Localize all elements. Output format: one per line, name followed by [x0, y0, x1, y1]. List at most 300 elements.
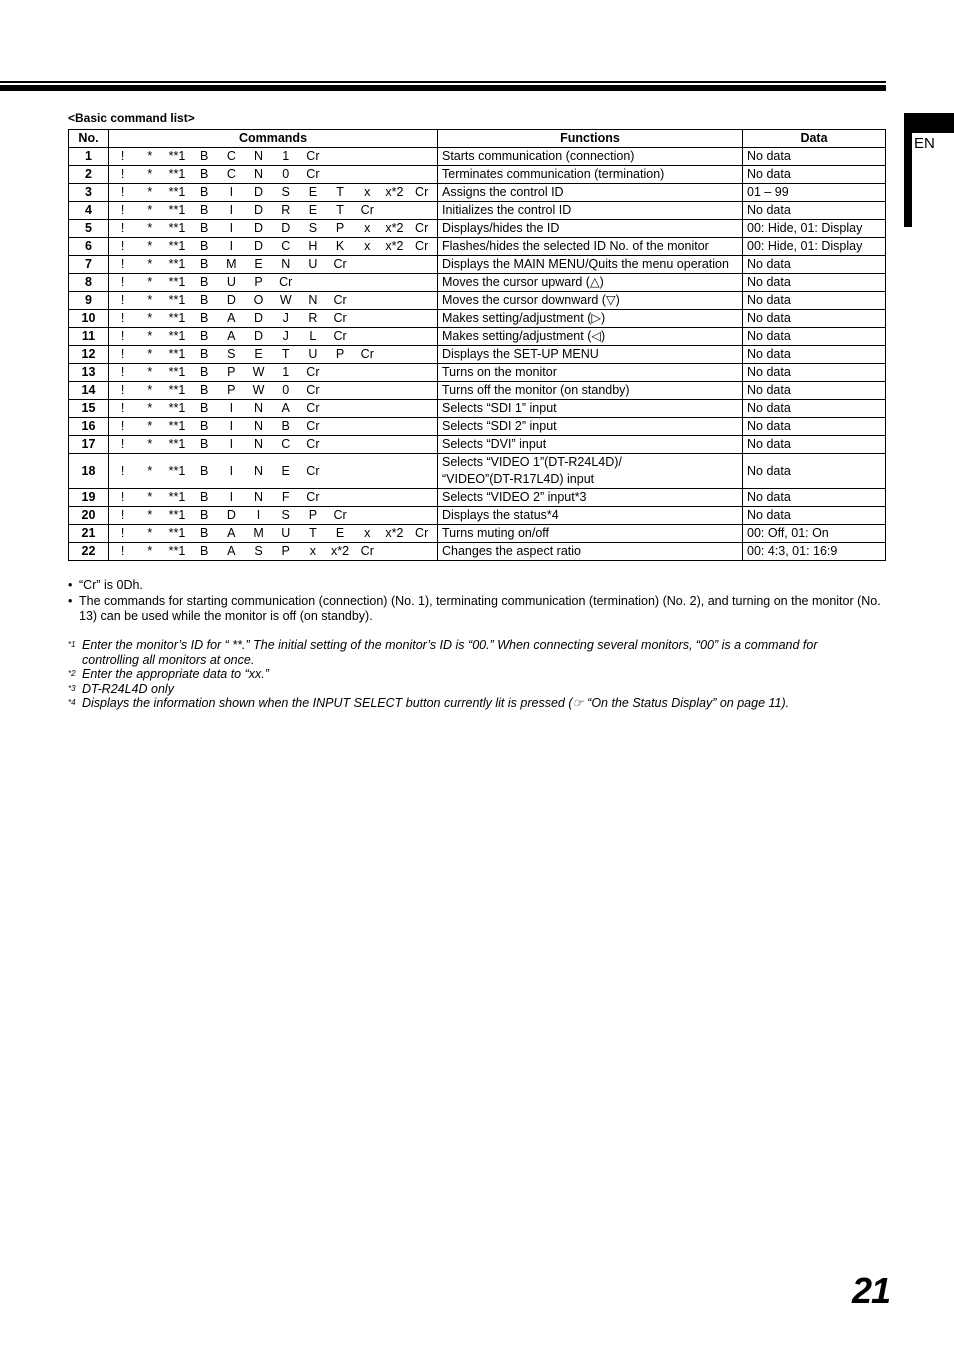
table-row — [69, 148, 886, 166]
data-cell: No data — [743, 292, 886, 310]
command-token: Cr — [306, 401, 320, 415]
command-token: ! — [120, 221, 125, 235]
command-token: B — [199, 383, 209, 397]
command-token: **1 — [168, 508, 186, 522]
header-rule-thick — [0, 85, 886, 91]
command-token: 0 — [282, 167, 290, 181]
command-token: ! — [120, 401, 125, 415]
command-token: * — [147, 149, 153, 163]
footnote-text: Displays the information shown when the INPUT SELECT button currently lit is pressed (☞ “On the Status Display” on page 11). — [82, 696, 790, 710]
command-token: B — [199, 275, 209, 289]
table-row — [69, 238, 886, 256]
command-token: ! — [120, 203, 125, 217]
row-number: 11 — [69, 328, 109, 346]
command-token: B — [199, 508, 209, 522]
data-cell: No data — [743, 346, 886, 364]
function-cell: Selects “VIDEO 2” input*3 — [438, 489, 743, 507]
row-number: 5 — [69, 220, 109, 238]
command-cell — [109, 382, 438, 400]
command-token: ! — [120, 293, 125, 307]
row-number: 6 — [69, 238, 109, 256]
command-token: **1 — [168, 293, 186, 307]
command-token: ! — [120, 490, 125, 504]
command-token: * — [147, 401, 153, 415]
command-token: W — [252, 365, 265, 379]
command-token: ! — [120, 275, 125, 289]
row-number: 16 — [69, 418, 109, 436]
command-token: Cr — [415, 221, 429, 235]
command-token: N — [254, 401, 264, 415]
command-token: S — [281, 508, 290, 522]
command-token: S — [308, 221, 318, 235]
command-token: K — [335, 239, 345, 253]
row-number: 13 — [69, 364, 109, 382]
command-token: D — [226, 508, 236, 522]
command-token: B — [199, 185, 209, 199]
row-number: 10 — [69, 310, 109, 328]
data-cell: No data — [743, 400, 886, 418]
row-number: 20 — [69, 507, 109, 525]
command-token: C — [226, 149, 236, 163]
command-token: Cr — [333, 293, 347, 307]
command-token: Cr — [306, 383, 320, 397]
table-row — [69, 525, 886, 543]
command-token: T — [336, 203, 344, 217]
command-token: M — [253, 526, 264, 540]
command-cell — [109, 543, 438, 561]
command-token: * — [147, 490, 153, 504]
command-token: ! — [120, 437, 125, 451]
data-cell: No data — [743, 489, 886, 507]
command-token: I — [229, 203, 234, 217]
command-token: * — [147, 185, 153, 199]
command-token: x — [309, 544, 317, 558]
command-token: H — [308, 239, 318, 253]
row-number: 8 — [69, 274, 109, 292]
table-row — [69, 454, 886, 489]
command-token: A — [227, 544, 236, 558]
command-token: **1 — [168, 401, 186, 415]
function-cell: Selects “SDI 1” input — [438, 400, 743, 418]
command-token: * — [147, 257, 153, 271]
command-token: B — [199, 329, 209, 343]
command-cell — [109, 346, 438, 364]
function-cell: Displays/hides the ID — [438, 220, 743, 238]
command-token: * — [147, 526, 153, 540]
command-token: C — [281, 239, 291, 253]
command-token: * — [147, 463, 153, 478]
command-token: ! — [120, 257, 125, 271]
table-row — [69, 328, 886, 346]
col-header-functions: Functions — [438, 130, 743, 148]
command-token: T — [309, 526, 317, 540]
footnotes — [68, 638, 868, 711]
command-token: L — [309, 329, 317, 343]
command-token: E — [254, 257, 263, 271]
command-token: N — [254, 463, 264, 478]
command-token: D — [281, 221, 291, 235]
command-token: B — [199, 526, 209, 540]
data-cell: No data — [743, 256, 886, 274]
command-token: **1 — [168, 463, 186, 478]
header-rule-thin — [0, 81, 886, 83]
table-row — [69, 184, 886, 202]
function-cell: Changes the aspect ratio — [438, 543, 743, 561]
function-cell: Starts communication (connection) — [438, 148, 743, 166]
command-token: C — [226, 167, 236, 181]
command-token: N — [254, 149, 264, 163]
command-token: Cr — [333, 508, 347, 522]
row-number: 2 — [69, 166, 109, 184]
command-token: B — [199, 311, 209, 325]
command-token: * — [147, 203, 153, 217]
command-token: D — [254, 185, 264, 199]
command-token: N — [254, 419, 264, 433]
command-token: O — [253, 293, 264, 307]
command-token: x — [364, 239, 371, 253]
command-token: **1 — [168, 275, 186, 289]
command-token: S — [281, 185, 290, 199]
command-token: P — [281, 544, 290, 558]
command-cell — [109, 364, 438, 382]
command-cell — [109, 418, 438, 436]
footnote — [68, 682, 868, 697]
command-token: * — [147, 329, 153, 343]
command-token: **1 — [168, 383, 186, 397]
table-row — [69, 220, 886, 238]
command-token: **1 — [168, 185, 186, 199]
command-token: **1 — [168, 149, 186, 163]
command-token: * — [147, 544, 153, 558]
command-token: U — [281, 526, 291, 540]
row-number: 7 — [69, 256, 109, 274]
row-number: 1 — [69, 148, 109, 166]
command-token: J — [282, 329, 289, 343]
command-cell — [109, 507, 438, 525]
command-table-body — [69, 148, 886, 561]
command-token: Cr — [279, 275, 293, 289]
command-cell — [109, 454, 438, 489]
command-token: * — [147, 275, 153, 289]
command-token: D — [254, 329, 264, 343]
table-row — [69, 489, 886, 507]
command-token: ! — [120, 239, 125, 253]
command-token: P — [308, 508, 318, 522]
data-cell: No data — [743, 202, 886, 220]
command-token: * — [147, 347, 153, 361]
command-token: Cr — [306, 463, 320, 478]
command-token: * — [147, 221, 153, 235]
command-token: E — [281, 463, 290, 478]
command-token: Cr — [333, 311, 347, 325]
function-cell: Displays the SET-UP MENU — [438, 346, 743, 364]
function-cell: Terminates communication (termination) — [438, 166, 743, 184]
command-token: T — [281, 347, 290, 361]
data-cell: 00: Hide, 01: Display — [743, 220, 886, 238]
col-header-commands: Commands — [109, 130, 438, 148]
command-token: * — [147, 293, 153, 307]
row-number: 22 — [69, 543, 109, 561]
command-token: **1 — [168, 221, 186, 235]
command-token: **1 — [168, 239, 186, 253]
data-cell: 01 – 99 — [743, 184, 886, 202]
command-token: B — [199, 419, 209, 433]
function-cell: Turns muting on/off — [438, 525, 743, 543]
footnote-text: DT-R24L4D only — [82, 681, 174, 696]
data-cell: No data — [743, 436, 886, 454]
command-token: I — [229, 419, 234, 433]
command-token: P — [227, 365, 236, 379]
command-token: **1 — [168, 257, 186, 271]
command-token: **1 — [168, 419, 186, 433]
command-token: ! — [120, 185, 125, 199]
command-token: T — [336, 185, 344, 199]
command-token: B — [281, 419, 290, 433]
command-token: B — [199, 239, 209, 253]
command-token: A — [227, 311, 236, 325]
command-token: U — [308, 347, 318, 361]
command-token: Cr — [415, 239, 429, 253]
command-token: P — [254, 275, 263, 289]
col-header-data: Data — [743, 130, 886, 148]
row-number: 15 — [69, 400, 109, 418]
footnote-text: Enter the appropriate data to “xx.” — [82, 667, 269, 681]
command-token: **1 — [168, 311, 186, 325]
footnote-mark: *4 — [68, 698, 76, 707]
row-number: 19 — [69, 489, 109, 507]
command-token: R — [308, 311, 318, 325]
data-cell: No data — [743, 454, 886, 489]
command-token: I — [229, 221, 234, 235]
command-token: B — [199, 167, 209, 181]
table-row — [69, 543, 886, 561]
command-token: * — [147, 365, 153, 379]
command-token: ! — [120, 526, 125, 540]
footnote-mark: *2 — [68, 669, 76, 678]
command-token: I — [229, 401, 234, 415]
data-cell: 00: Hide, 01: Display — [743, 238, 886, 256]
data-cell: 00: Off, 01: On — [743, 525, 886, 543]
command-token: B — [199, 365, 209, 379]
command-token: x*2 — [385, 239, 404, 253]
command-token: ! — [120, 544, 125, 558]
command-token: S — [254, 544, 263, 558]
col-header-no: No. — [69, 130, 109, 148]
footnote-text: Enter the monitor’s ID for “ **.” The initial setting of the monitor’s ID is “00.” When connecting several monitors, “00” is a command for controlling all monitors at once. — [82, 638, 818, 667]
command-token: x*2 — [331, 544, 350, 558]
function-cell: Makes setting/adjustment (◁) — [438, 328, 743, 346]
command-token: A — [227, 329, 236, 343]
command-token: A — [227, 526, 236, 540]
footnote — [68, 667, 868, 682]
data-cell: No data — [743, 148, 886, 166]
data-cell: 00: 4:3, 01: 16:9 — [743, 543, 886, 561]
notes — [68, 578, 886, 625]
command-token: B — [199, 490, 209, 504]
command-cell — [109, 202, 438, 220]
command-token: E — [308, 203, 318, 217]
command-token: B — [199, 293, 209, 307]
command-token: 1 — [282, 365, 290, 379]
table-header-row — [69, 130, 886, 148]
command-token: x*2 — [385, 185, 404, 199]
row-number: 4 — [69, 202, 109, 220]
data-cell: No data — [743, 310, 886, 328]
command-token: F — [281, 490, 290, 504]
command-token: ! — [120, 311, 125, 325]
row-number: 9 — [69, 292, 109, 310]
table-row — [69, 436, 886, 454]
command-token: Cr — [306, 365, 320, 379]
table-row — [69, 418, 886, 436]
command-token: D — [254, 311, 264, 325]
function-cell: Flashes/hides the selected ID No. of the monitor — [438, 238, 743, 256]
function-cell: Turns on the monitor — [438, 364, 743, 382]
table-row — [69, 292, 886, 310]
table-row — [69, 274, 886, 292]
command-token: M — [226, 257, 237, 271]
command-token: D — [254, 203, 264, 217]
command-token: ! — [120, 149, 125, 163]
command-token: **1 — [168, 544, 186, 558]
command-token: **1 — [168, 526, 186, 540]
command-token: R — [281, 203, 291, 217]
footnote — [68, 638, 868, 667]
command-token: N — [254, 490, 264, 504]
command-cell — [109, 166, 438, 184]
command-token: B — [199, 203, 209, 217]
command-token: I — [229, 437, 234, 451]
command-token: **1 — [168, 437, 186, 451]
data-cell: No data — [743, 328, 886, 346]
function-cell: Moves the cursor downward (▽) — [438, 292, 743, 310]
command-token: E — [335, 526, 345, 540]
command-token: * — [147, 437, 153, 451]
data-cell: No data — [743, 382, 886, 400]
command-token: ! — [120, 419, 125, 433]
command-token: B — [199, 221, 209, 235]
command-token: I — [229, 490, 234, 504]
command-token: **1 — [168, 347, 186, 361]
command-token: * — [147, 167, 153, 181]
row-number: 18 — [69, 454, 109, 489]
command-token: U — [226, 275, 236, 289]
data-cell: No data — [743, 166, 886, 184]
command-token: x — [364, 221, 371, 235]
command-token: **1 — [168, 167, 186, 181]
command-token: J — [282, 311, 289, 325]
command-token: D — [254, 239, 264, 253]
footnote — [68, 696, 868, 711]
command-cell — [109, 256, 438, 274]
command-token: Cr — [360, 347, 374, 361]
command-token: W — [279, 293, 292, 307]
section-title: <Basic command list> — [68, 111, 195, 125]
command-token: * — [147, 239, 153, 253]
command-token: Cr — [333, 329, 347, 343]
command-cell — [109, 489, 438, 507]
command-token: * — [147, 311, 153, 325]
command-token: 1 — [282, 149, 290, 163]
command-token: ! — [120, 383, 125, 397]
footnote-mark: *3 — [68, 683, 76, 693]
command-token: * — [147, 383, 153, 397]
command-token: ! — [120, 508, 125, 522]
command-token: P — [227, 383, 236, 397]
table-row — [69, 346, 886, 364]
command-token: Cr — [415, 526, 429, 540]
table-row — [69, 382, 886, 400]
note-bullet: • The commands for starting communication (connection) (No. 1), terminating communication (termination) (No. 2), and turning on the monitor (No. 13) can be used while the monitor is off (on standby). — [68, 594, 886, 625]
command-token: B — [199, 257, 209, 271]
footnote-mark: *1 — [68, 640, 76, 649]
command-token: B — [199, 463, 209, 478]
command-token: * — [147, 419, 153, 433]
command-token: N — [308, 293, 318, 307]
command-token: ! — [120, 463, 125, 478]
command-token: **1 — [168, 365, 186, 379]
command-token: E — [254, 347, 263, 361]
command-token: x*2 — [385, 221, 404, 235]
row-number: 21 — [69, 525, 109, 543]
table-row — [69, 256, 886, 274]
command-token: ! — [120, 167, 125, 181]
command-token: P — [335, 221, 345, 235]
command-token: ! — [120, 329, 125, 343]
row-number: 17 — [69, 436, 109, 454]
command-token: W — [252, 383, 265, 397]
command-token: x*2 — [385, 526, 404, 540]
data-cell: No data — [743, 507, 886, 525]
command-token: **1 — [168, 329, 186, 343]
command-cell — [109, 400, 438, 418]
command-token: A — [281, 401, 290, 415]
command-token: x — [364, 526, 371, 540]
table-row — [69, 202, 886, 220]
function-cell: Moves the cursor upward (△) — [438, 274, 743, 292]
command-token: **1 — [168, 203, 186, 217]
command-cell — [109, 184, 438, 202]
command-token: D — [254, 221, 264, 235]
command-token: B — [199, 401, 209, 415]
command-table — [68, 129, 886, 561]
command-token: N — [254, 437, 264, 451]
command-token: Cr — [415, 185, 429, 199]
function-cell: Turns off the monitor (on standby) — [438, 382, 743, 400]
command-token: Cr — [306, 149, 320, 163]
command-token: E — [308, 185, 318, 199]
function-cell: Initializes the control ID — [438, 202, 743, 220]
command-cell — [109, 238, 438, 256]
command-token: Cr — [306, 437, 320, 451]
command-token: B — [199, 149, 209, 163]
command-token: N — [281, 257, 291, 271]
row-number: 14 — [69, 382, 109, 400]
table-row — [69, 310, 886, 328]
data-cell: No data — [743, 418, 886, 436]
function-cell: Assigns the control ID — [438, 184, 743, 202]
function-cell: Makes setting/adjustment (▷) — [438, 310, 743, 328]
command-token: I — [229, 463, 234, 478]
command-token: B — [199, 437, 209, 451]
command-token: Cr — [333, 257, 347, 271]
command-token: B — [199, 544, 209, 558]
table-row — [69, 400, 886, 418]
command-token: Cr — [306, 490, 320, 504]
data-cell: No data — [743, 364, 886, 382]
command-token: I — [229, 239, 234, 253]
command-token: Cr — [306, 419, 320, 433]
